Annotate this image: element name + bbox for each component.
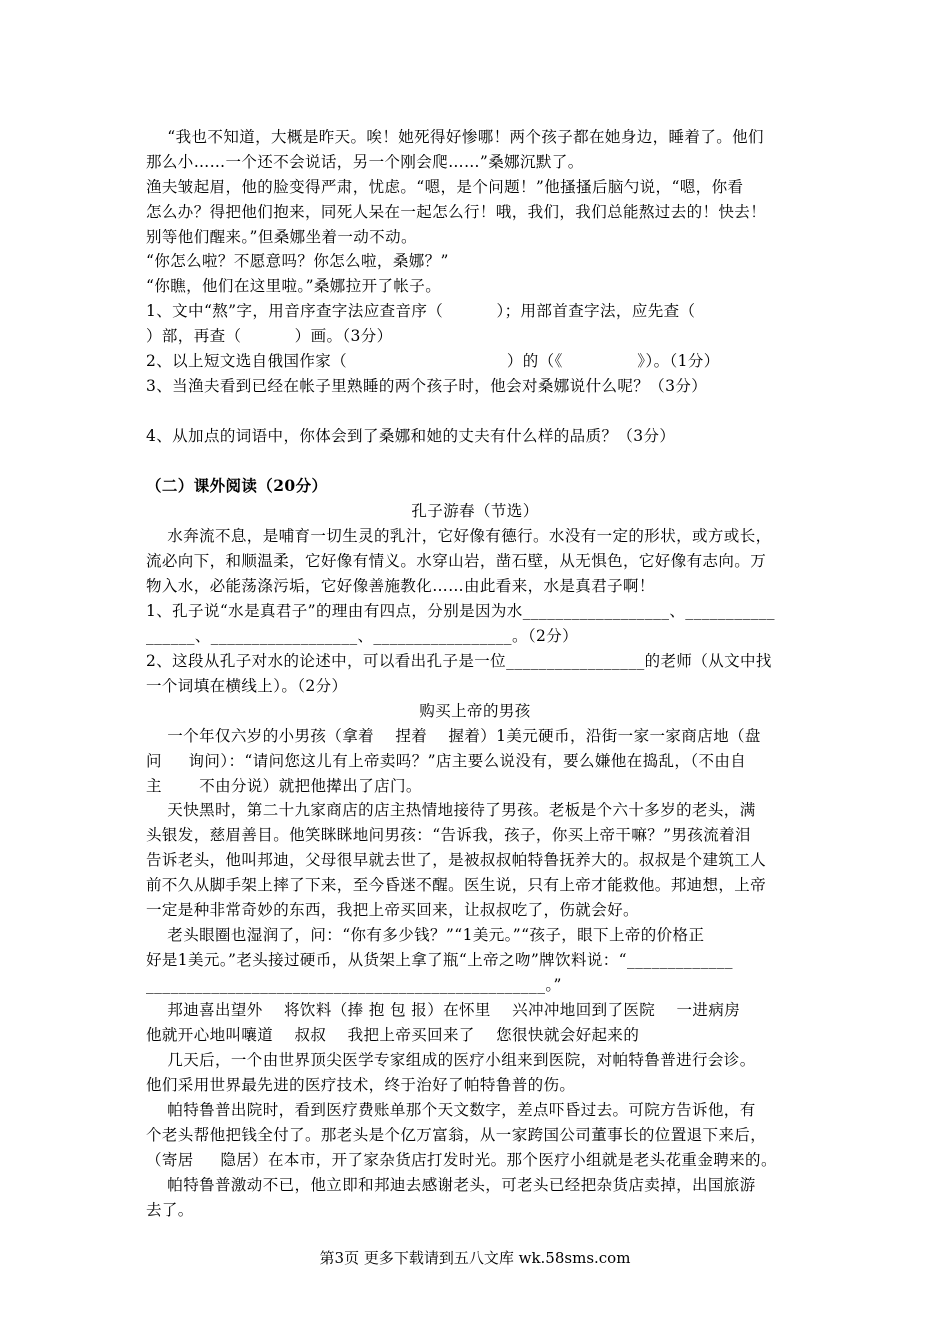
passage-line: 主 不由分说）就把他撵出了店门。: [146, 777, 422, 795]
passage-line: 几天后，一个由世界顶尖医学专家组成的医疗小组来到医院，对帕特鲁普进行会诊。: [146, 1051, 756, 1069]
passage-line: _________________________________________________。”: [146, 976, 562, 994]
passage-title: 购买上帝的男孩: [419, 702, 531, 720]
passage-line: 告诉老头，他叫邦迪，父母很早就去世了，是被叔叔帕特鲁抚养大的。叔叔是个建筑工人: [146, 851, 767, 869]
passage-line: 他们采用世界最先进的医疗技术，终于治好了帕特鲁普的伤。: [146, 1076, 576, 1094]
page-footer: 第3页 更多下载请到五八文库 wk.58sms.com: [319, 1249, 631, 1267]
passage-line: 渔夫皱起眉，他的脸变得严肃，忧虑。“嗯，是个问题！”他搔搔后脑勺说，“嗯，你看: [146, 178, 744, 196]
passage-line: 物入水，必能荡涤污垢，它好像善施教化……由此看来，水是真君子啊！: [146, 577, 655, 595]
passage-line: 问 询问）：“请问您这儿有上帝卖吗？”店主要么说没有，要么嫌他在捣乱，（不由自: [146, 752, 747, 770]
question-line: 2、以上短文选自俄国作家（ ）的（《 》）。（1分）: [146, 352, 720, 370]
passage-line: 水奔流不息，是哺育一切生灵的乳汁，它好像有德行。水没有一定的形状，或方或长，: [146, 527, 772, 545]
passage-line: 前不久从脚手架上摔了下来，至今昏迷不醒。医生说，只有上帝才能救他。邦迪想，上帝: [146, 876, 767, 894]
question-line: 一个词填在横线上）。（2分）: [146, 677, 348, 695]
passage-line: 邦迪喜出望外 将饮料（捧 抱 包 报）在怀里 兴冲冲地回到了医院 一进病房: [146, 1001, 741, 1019]
passage-title: 孔子游春（节选）: [411, 502, 539, 520]
passage-line: 天快黑时，第二十九家商店的店主热情地接待了男孩。老板是个六十多岁的老头，满: [146, 801, 756, 819]
question-line: 1、文中“熬”字，用音序查字法应查音序（ ）；用部首查字法，应先查（: [146, 302, 696, 320]
passage-line: 怎么办？得把他们抱来，同死人呆在一起怎么行！哦，我们，我们总能熬过去的！快去！: [146, 203, 767, 221]
passage-line: 一定是种非常奇妙的东西，我把上帝买回来，让叔叔吃了，伤就会好。: [146, 901, 639, 919]
section-heading: （二）课外阅读（20分）: [146, 476, 328, 495]
passage-line: “我也不知道，大概是昨天。唉！她死得好惨哪！两个孩子都在她身边，睡着了。他们: [146, 128, 764, 146]
question-line: 4、从加点的词语中，你体会到了桑娜和她的丈夫有什么样的品质？（3分）: [146, 427, 676, 445]
passage-line: 帕特鲁普激动不已，他立即和邦迪去感谢老头，可老头已经把杂货店卖掉，出国旅游: [146, 1176, 756, 1194]
passage-line: 他就开心地叫嚷道 叔叔 我把上帝买回来了 您很快就会好起来的: [146, 1026, 640, 1044]
passage-line: 别等他们醒来。”但桑娜坐着一动不动。: [146, 228, 417, 246]
question-line: ）部，再查（ ）画。（3分）: [146, 327, 393, 345]
passage-line: 老头眼圈也湿润了，问：“你有多少钱？”“1美元。”“孩子，眼下上帝的价格正: [146, 926, 705, 944]
passage-line: 帕特鲁普出院时，看到医疗费账单那个天文数字，差点吓昏过去。可院方告诉他，有: [146, 1101, 756, 1119]
passage-line: 好是1美元。”老头接过硬币，从货架上拿了瓶“上帝之吻”牌饮料说：“_____________: [146, 951, 733, 969]
question-line: 2、这段从孔子对水的论述中，可以看出孔子是一位_________________的老师（从文中找: [146, 652, 772, 670]
passage-line: 去了。: [146, 1201, 194, 1219]
question-line: ______、__________________、_________________。（2分）: [146, 627, 579, 645]
passage-line: （寄居 隐居）在本市，开了家杂货店打发时光。那个医疗小组就是老头花重金聘来的。: [146, 1151, 777, 1169]
passage-line: 一个年仅六岁的小男孩（拿着 捏着 握着）1美元硬币，沿街一家一家商店地（盘: [146, 727, 761, 745]
question-line: 1、孔子说“水是真君子”的理由有四点，分别是因为水__________________、___________: [146, 602, 775, 620]
passage-line: “你怎么啦？不愿意吗？你怎么啦，桑娜？”: [146, 252, 449, 270]
passage-line: “你瞧，他们在这里啦。”桑娜拉开了帐子。: [146, 277, 442, 295]
question-line: 3、当渔夫看到已经在帐子里熟睡的两个孩子时，他会对桑娜说什么呢？（3分）: [146, 377, 708, 395]
passage-line: 那么小……一个还不会说话，另一个刚会爬……”桑娜沉默了。: [146, 153, 584, 171]
passage-line: 个老头帮他把钱全付了。那老头是个亿万富翁，从一家跨国公司董事长的位置退下来后，: [146, 1126, 767, 1144]
passage-line: 流必向下，和顺温柔，它好像有情义。水穿山岩，凿石壁，从无惧色，它好像有志向。万: [146, 552, 767, 570]
passage-line: 头银发，慈眉善目。他笑眯眯地问男孩：“告诉我，孩子，你买上帝干嘛？”男孩流着泪: [146, 826, 751, 844]
